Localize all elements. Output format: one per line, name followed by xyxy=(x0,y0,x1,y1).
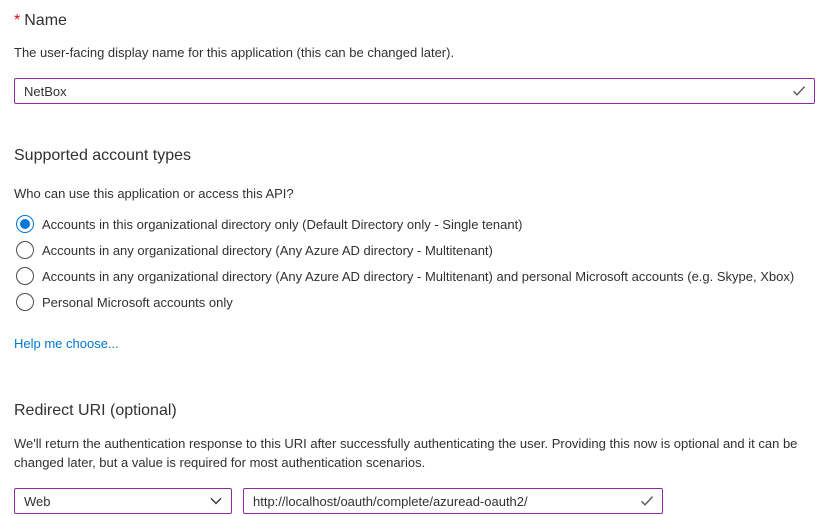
radio-option-label: Personal Microsoft accounts only xyxy=(42,294,233,310)
redirect-uri-description: We'll return the authentication response to this URI after successfully authenticating the user. Providing this now is optional and it can be changed later, but a value is required for most authentication scenarios. xyxy=(14,436,798,470)
radio-button-icon[interactable] xyxy=(16,215,34,233)
name-input[interactable] xyxy=(14,78,815,104)
name-description: The user-facing display name for this application (this can be changed later). xyxy=(14,45,455,60)
radio-option-multitenant-personal[interactable] xyxy=(14,267,815,285)
help-me-choose-link[interactable]: Help me choose... xyxy=(14,336,119,351)
radio-option-label: Accounts in this organizational directory only (Default Directory only - Single tenant) xyxy=(42,216,523,232)
radio-option-single-tenant[interactable] xyxy=(14,215,815,233)
redirect-uri-field-container xyxy=(243,488,663,514)
platform-selected-value: Web xyxy=(24,493,51,509)
name-label: Name xyxy=(24,12,67,29)
required-marker: * xyxy=(14,12,21,29)
radio-option-multitenant[interactable] xyxy=(14,241,815,259)
radio-button-icon[interactable] xyxy=(16,267,34,285)
account-types-question: Who can use this application or access this API? xyxy=(14,186,294,201)
radio-option-label: Accounts in any organizational directory (Any Azure AD directory - Multitenant) xyxy=(42,242,493,258)
redirect-uri-row xyxy=(14,488,815,514)
radio-button-icon[interactable] xyxy=(16,241,34,259)
name-section-heading xyxy=(14,11,815,30)
radio-option-label: Accounts in any organizational directory (Any Azure AD directory - Multitenant) and personal Microsoft accounts (e.g. Skype, Xbox) xyxy=(42,268,795,284)
name-field-container xyxy=(14,78,815,104)
radio-option-personal-only[interactable] xyxy=(14,293,815,311)
radio-button-icon[interactable] xyxy=(16,293,34,311)
redirect-uri-section xyxy=(14,401,815,514)
account-types-radio-group xyxy=(14,215,815,311)
platform-select[interactable] xyxy=(14,488,232,514)
redirect-uri-input[interactable] xyxy=(243,488,663,514)
chevron-down-icon xyxy=(210,497,222,505)
account-types-heading: Supported account types xyxy=(14,147,192,164)
account-types-section xyxy=(14,146,815,353)
redirect-uri-heading: Redirect URI (optional) xyxy=(14,402,177,419)
